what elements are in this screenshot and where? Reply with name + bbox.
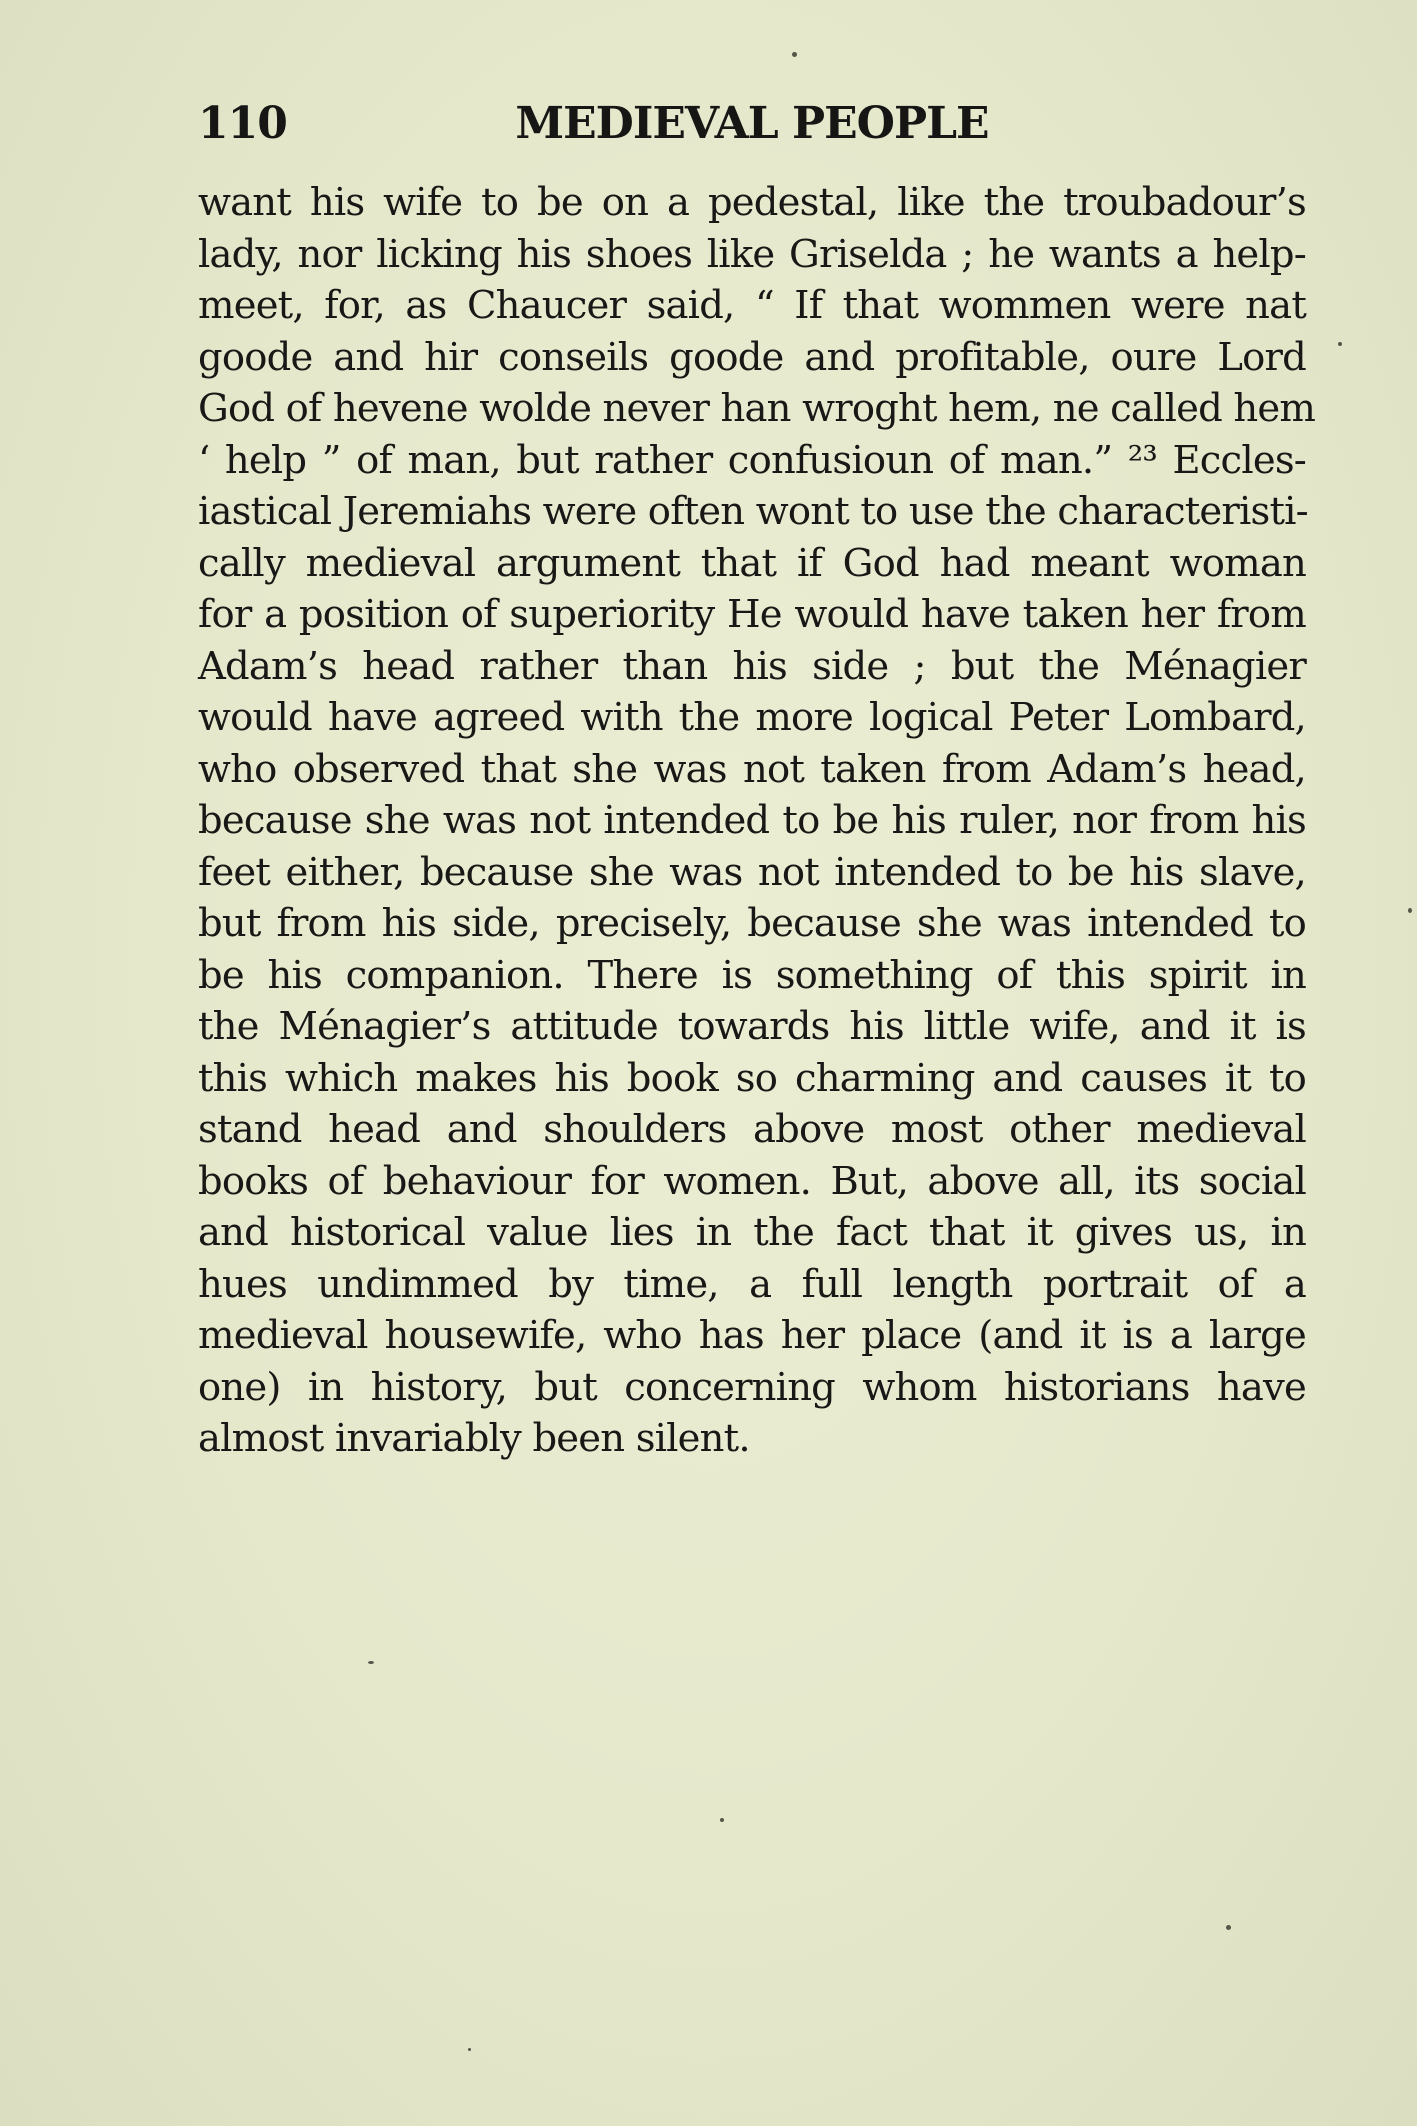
text-line: cally medieval argument that if God had meant woman bbox=[198, 540, 1306, 586]
running-title: MEDIEVAL PEOPLE bbox=[515, 98, 989, 149]
text-line: and historical value lies in the fact that it gives us, in bbox=[198, 1210, 1306, 1255]
text-line: books of behaviour for women. But, above all, its social bbox=[198, 1158, 1306, 1204]
text-line: Adam’s head rather than his side ; but the Ménagier bbox=[198, 643, 1306, 689]
text-line: God of hevene wolde never han wroght hem, ne called hem bbox=[198, 386, 1316, 431]
text-line: this which makes his book so charming and causes it to bbox=[198, 1055, 1306, 1101]
page-number: 110 bbox=[198, 98, 287, 149]
paper-speck bbox=[792, 52, 797, 57]
page-header bbox=[198, 98, 1306, 158]
text-line: the Ménagier’s attitude towards his little wife, and it is bbox=[198, 1004, 1306, 1049]
text-line: stand head and shoulders above most other medieval bbox=[198, 1107, 1306, 1152]
text-line: but from his side, precisely, because she was intended to bbox=[198, 901, 1306, 946]
paper-speck bbox=[1226, 1925, 1231, 1930]
paper-speck bbox=[468, 2048, 471, 2051]
text-line: hues undimmed by time, a full length portrait of a bbox=[198, 1261, 1306, 1307]
text-line: would have agreed with the more logical Peter Lombard, bbox=[198, 695, 1306, 740]
text-line-last: almost invariably been silent. bbox=[198, 1416, 750, 1461]
paper-speck bbox=[1408, 908, 1412, 913]
text-line: goode and hir conseils goode and profitable, oure Lord bbox=[198, 334, 1306, 380]
text-line: want his wife to be on a pedestal, like the troubadour’s bbox=[198, 180, 1306, 225]
text-line: for a position of superiority He would have taken her from bbox=[198, 592, 1306, 637]
paper-speck bbox=[720, 1818, 724, 1822]
paper-speck bbox=[1338, 342, 1342, 346]
paper-speck bbox=[368, 1661, 374, 1664]
text-line: meet, for, as Chaucer said, “ If that wommen were nat bbox=[198, 283, 1306, 328]
text-line: lady, nor licking his shoes like Griselda ; he wants a help- bbox=[198, 231, 1306, 277]
text-line: be his companion. There is something of this spirit in bbox=[198, 952, 1306, 998]
text-line: iastical Jeremiahs were often wont to use the characteristi- bbox=[198, 489, 1308, 534]
text-line: one) in history, but concerning whom historians have bbox=[198, 1364, 1306, 1410]
text-line: who observed that she was not taken from Adam’s head, bbox=[198, 746, 1306, 792]
text-line: feet either, because she was not intended to be his slave, bbox=[198, 849, 1306, 895]
text-line: medieval housewife, who has her place (and it is a large bbox=[198, 1313, 1306, 1358]
text-line: ‘ help ” of man, but rather confusioun of man.” ²³ Eccles- bbox=[198, 437, 1306, 483]
text-line: because she was not intended to be his ruler, nor from his bbox=[198, 798, 1306, 843]
body-paragraph bbox=[198, 177, 1316, 1465]
